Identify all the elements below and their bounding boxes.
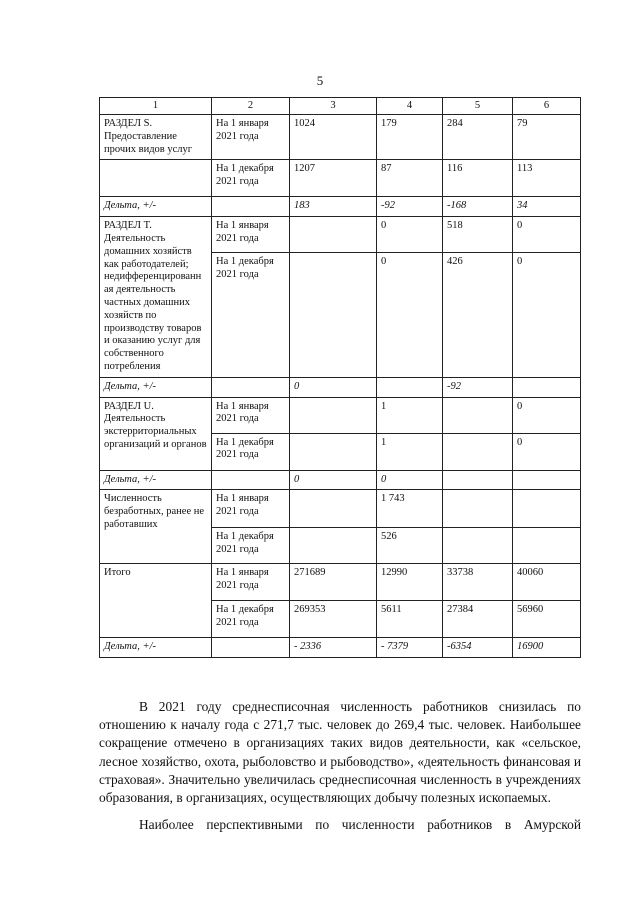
delta-cell: 0 (290, 377, 377, 397)
delta-cell: 183 (290, 197, 377, 217)
period-cell: На 1 января 2021 года (212, 115, 290, 160)
delta-label: Дельта, +/- (100, 470, 212, 490)
value-cell: 27384 (443, 601, 513, 638)
value-cell (513, 490, 581, 528)
value-cell: 0 (513, 397, 581, 433)
value-cell: 0 (513, 433, 581, 470)
delta-row (100, 470, 581, 490)
value-cell (443, 528, 513, 564)
value-cell (513, 528, 581, 564)
table-row (100, 490, 581, 528)
column-header: 6 (513, 98, 581, 115)
delta-label: Дельта, +/- (100, 377, 212, 397)
employment-table (99, 97, 581, 658)
delta-cell: - 7379 (377, 638, 443, 658)
column-header: 1 (100, 98, 212, 115)
value-cell: 5611 (377, 601, 443, 638)
value-cell (443, 433, 513, 470)
value-cell: 1 (377, 433, 443, 470)
value-cell: 113 (513, 160, 581, 197)
table-header-row (100, 98, 581, 115)
value-cell (290, 397, 377, 433)
column-header: 4 (377, 98, 443, 115)
page-number: 5 (316, 73, 324, 88)
empty-cell (100, 160, 212, 197)
value-cell: 40060 (513, 564, 581, 601)
value-cell: 0 (513, 253, 581, 377)
value-cell: 116 (443, 160, 513, 197)
period-cell: На 1 января 2021 года (212, 217, 290, 253)
value-cell: 426 (443, 253, 513, 377)
value-cell (443, 490, 513, 528)
value-cell (290, 490, 377, 528)
value-cell: 0 (377, 217, 443, 253)
table-row (100, 564, 581, 601)
value-cell: 269353 (290, 601, 377, 638)
period-cell: На 1 декабря 2021 года (212, 433, 290, 470)
value-cell: 526 (377, 528, 443, 564)
value-cell: 179 (377, 115, 443, 160)
table-row (100, 115, 581, 160)
delta-cell: -168 (443, 197, 513, 217)
value-cell: 284 (443, 115, 513, 160)
table-row (100, 217, 581, 253)
period-cell: На 1 декабря 2021 года (212, 528, 290, 564)
period-cell: На 1 декабря 2021 года (212, 601, 290, 638)
delta-cell (513, 470, 581, 490)
section-label: Итого (100, 564, 212, 638)
delta-cell: -6354 (443, 638, 513, 658)
value-cell: 271689 (290, 564, 377, 601)
section-label: Численность безработных, ранее не работавших (100, 490, 212, 564)
value-cell: 12990 (377, 564, 443, 601)
column-header: 2 (212, 98, 290, 115)
empty-cell (212, 377, 290, 397)
delta-row (100, 197, 581, 217)
period-cell: На 1 января 2021 года (212, 564, 290, 601)
value-cell: 1 (377, 397, 443, 433)
value-cell (443, 397, 513, 433)
delta-cell (513, 377, 581, 397)
section-label: РАЗДЕЛ U. Деятельность экстерриториальных организаций и органов (100, 397, 212, 470)
value-cell: 33738 (443, 564, 513, 601)
period-cell: На 1 января 2021 года (212, 490, 290, 528)
section-label: РАЗДЕЛ T. Деятельность домашних хозяйств как работодателей; недифференцированн ая деятельность частных домашних хозяйств по производству товаров и оказанию услуг для собственного потребления (100, 217, 212, 378)
value-cell (290, 217, 377, 253)
delta-row (100, 638, 581, 658)
value-cell: 56960 (513, 601, 581, 638)
delta-cell (443, 470, 513, 490)
value-cell: 1 743 (377, 490, 443, 528)
empty-cell (212, 470, 290, 490)
value-cell (290, 253, 377, 377)
column-header: 5 (443, 98, 513, 115)
value-cell: 87 (377, 160, 443, 197)
value-cell: 1024 (290, 115, 377, 160)
delta-row (100, 377, 581, 397)
section-label: РАЗДЕЛ S. Предоставление прочих видов услуг (100, 115, 212, 160)
delta-label: Дельта, +/- (100, 197, 212, 217)
body-paragraph: Наиболее перспективными по численности работников в Амурской (139, 817, 581, 832)
table-row (100, 397, 581, 433)
value-cell: 0 (377, 253, 443, 377)
body-paragraph: В 2021 году среднесписочная численность работников снизилась по отношению к началу года с 271,7 тыс. человек до 269,4 тыс. человек. Наибольшее сокращение отмечено в организациях таких видов деятельности, как «сельское, лесное хозяйство, охота, рыболовство и рыбоводство», «деятельность финансовая и страховая». Значительно увеличилась среднесписочная численность в учреждениях образования, в организациях, осуществляющих добычу полезных ископаемых. (99, 699, 581, 806)
delta-label: Дельта, +/- (100, 638, 212, 658)
value-cell (290, 433, 377, 470)
empty-cell (212, 638, 290, 658)
period-cell: На 1 января 2021 года (212, 397, 290, 433)
value-cell: 1207 (290, 160, 377, 197)
value-cell: 0 (513, 217, 581, 253)
value-cell: 79 (513, 115, 581, 160)
period-cell: На 1 декабря 2021 года (212, 253, 290, 377)
delta-cell (377, 377, 443, 397)
value-cell (290, 528, 377, 564)
value-cell: 518 (443, 217, 513, 253)
delta-cell: 16900 (513, 638, 581, 658)
delta-cell: 34 (513, 197, 581, 217)
delta-cell: 0 (290, 470, 377, 490)
table-row (100, 160, 581, 197)
delta-cell: -92 (377, 197, 443, 217)
delta-cell: 0 (377, 470, 443, 490)
delta-cell: -92 (443, 377, 513, 397)
delta-cell: - 2336 (290, 638, 377, 658)
period-cell: На 1 декабря 2021 года (212, 160, 290, 197)
empty-cell (212, 197, 290, 217)
column-header: 3 (290, 98, 377, 115)
